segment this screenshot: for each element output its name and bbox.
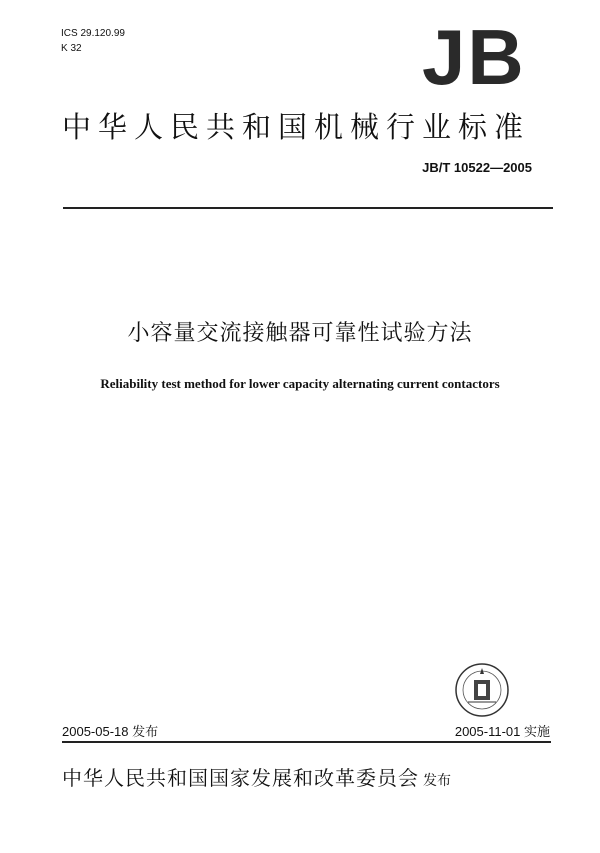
official-seal-icon — [454, 662, 510, 718]
header-divider — [63, 207, 553, 209]
organization-title: 中华人民共和国机械行业标准 — [62, 110, 531, 144]
document-title-english: Reliability test method for lower capacity alternating current contactors — [100, 376, 500, 391]
issuing-authority — [62, 762, 451, 791]
issuer-name: 中华人民共和国国家发展和改革委员会 — [62, 766, 419, 790]
footer-divider — [62, 741, 551, 743]
document-title-chinese: 小容量交流接触器可靠性试验方法 — [127, 321, 473, 346]
jb-logo: JB — [422, 13, 526, 101]
classification-code: K 32 — [61, 43, 82, 54]
ics-code: ICS 29.120.99 — [61, 28, 125, 39]
standard-number: JB/T 10522—2005 — [422, 160, 532, 175]
effective-date: 2005-11-01 实施 — [454, 724, 550, 739]
issuer-suffix: 发布 — [423, 773, 451, 789]
publish-date: 2005-05-18 发布 — [62, 724, 159, 739]
